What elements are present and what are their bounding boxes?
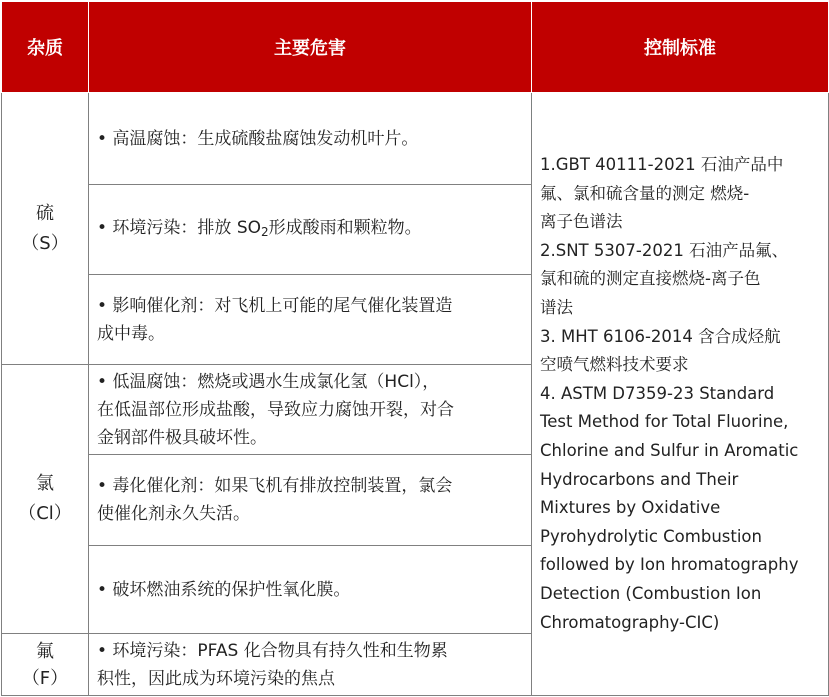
harm-text-subscript: 2 bbox=[261, 224, 269, 239]
impurity-symbol: （F） bbox=[21, 667, 69, 689]
harm-text bbox=[97, 214, 525, 246]
impurity-cell-sulfur bbox=[2, 93, 89, 365]
harm-cell bbox=[89, 455, 532, 546]
impurity-table bbox=[1, 1, 829, 696]
standard-line: 1.GBT 40111-2021 石油产品中 bbox=[540, 155, 784, 174]
header-row bbox=[2, 2, 829, 93]
harm-cell bbox=[89, 275, 532, 365]
impurity-symbol: （Cl） bbox=[18, 503, 72, 524]
harm-text: • 破坏燃油系统的保护性氧化膜。 bbox=[97, 579, 351, 600]
harm-text: • 毒化催化剂：如果飞机有排放控制装置，氯会 bbox=[97, 476, 453, 496]
harm-cell bbox=[89, 185, 532, 275]
standard-cell bbox=[532, 93, 829, 696]
harm-text: • 低温腐蚀：燃烧或遇水生成氯化氢（HCl）， bbox=[97, 371, 440, 392]
header-impurity: 杂质 bbox=[2, 2, 89, 93]
harm-text: • 环境污染：PFAS 化合物具有持久性和生物累 bbox=[97, 640, 448, 661]
standard-line: 4. ASTM D7359-23 Standard bbox=[540, 383, 775, 403]
impurity-cell-fluorine bbox=[2, 634, 89, 696]
harm-cell bbox=[89, 546, 532, 634]
harm-text-pre: • 环境污染：排放 SO bbox=[97, 217, 262, 238]
standard-line: 3. MHT 6106-2014 含合成烃航 bbox=[540, 326, 781, 346]
standard-line: 2.SNT 5307-2021 石油产品氟、 bbox=[540, 240, 789, 260]
standard-line: 氟、氯和硫含量的测定 燃烧- bbox=[540, 183, 750, 203]
standard-line: 离子色谱法 bbox=[540, 212, 623, 232]
impurity-symbol: （S） bbox=[21, 232, 69, 254]
harm-cell bbox=[89, 634, 532, 696]
harm-text: 在低温部位形成盐酸，导致应力腐蚀开裂，对合 bbox=[97, 399, 454, 420]
standard-line: Chromatography-CIC) bbox=[540, 612, 720, 632]
standard-line: Detection (Combustion Ion bbox=[540, 583, 762, 603]
standard-line: Chlorine and Sulfur in Aromatic bbox=[540, 440, 799, 460]
header-standard: 控制标准 bbox=[532, 2, 829, 93]
impurity-cell-chlorine bbox=[2, 365, 89, 634]
header-harm: 主要危害 bbox=[89, 2, 532, 93]
harm-text-post: 形成酸雨和颗粒物。 bbox=[268, 217, 422, 238]
standard-line: followed by Ion hromatography bbox=[540, 555, 799, 575]
harm-text: 积性，因此成为环境污染的焦点 bbox=[97, 668, 335, 689]
impurity-name: 硫 bbox=[36, 202, 54, 224]
table-row bbox=[2, 93, 829, 185]
standard-line: Test Method for Total Fluorine, bbox=[540, 412, 789, 432]
harm-text: 使催化剂永久失活。 bbox=[97, 504, 250, 524]
harm-text: • 高温腐蚀：生成硫酸盐腐蚀发动机叶片。 bbox=[97, 128, 419, 149]
standard-line: 氯和硫的测定直接燃烧-离子色 bbox=[540, 269, 761, 289]
harm-cell bbox=[89, 93, 532, 185]
harm-text: 金钢部件极具破坏性。 bbox=[97, 427, 267, 448]
harm-cell bbox=[89, 365, 532, 455]
standard-line: Pyrohydrolytic Combustion bbox=[540, 526, 762, 546]
harm-text: • 影响催化剂：对飞机上可能的尾气催化装置造 bbox=[97, 295, 453, 316]
impurity-name: 氟 bbox=[36, 640, 54, 662]
standard-line: Hydrocarbons and Their bbox=[540, 469, 739, 489]
impurity-name: 氯 bbox=[36, 473, 54, 494]
harm-text: 成中毒。 bbox=[97, 323, 165, 344]
standard-line: Mixtures by Oxidative bbox=[540, 498, 721, 518]
standard-line: 谱法 bbox=[540, 297, 573, 317]
standard-line: 空喷气燃料技术要求 bbox=[540, 355, 689, 375]
